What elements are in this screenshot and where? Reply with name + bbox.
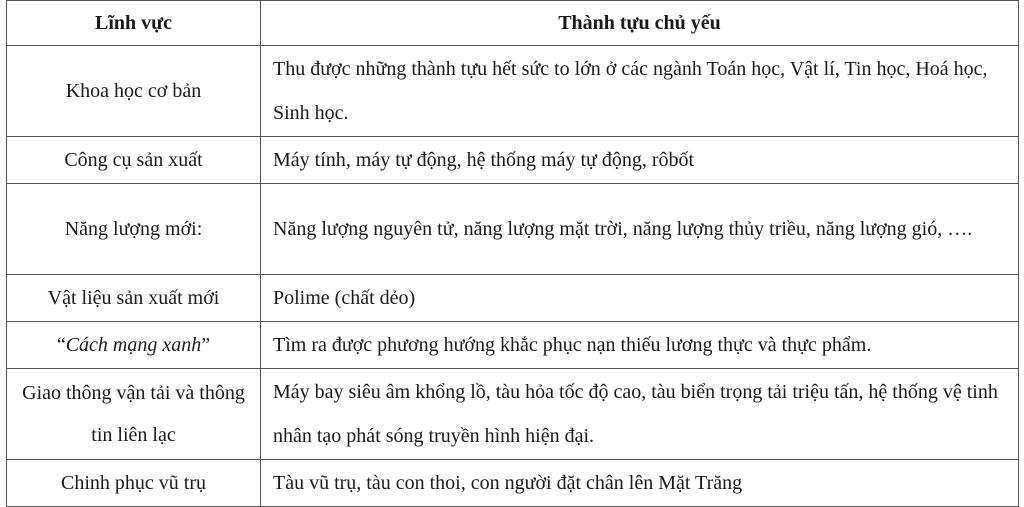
row-field: Chinh phục vũ trụ xyxy=(7,460,261,507)
row-field: Năng lượng mới: xyxy=(7,184,261,275)
row-achievement: Máy tính, máy tự động, hệ thống máy tự động, rôbốt xyxy=(261,137,1019,184)
table-row xyxy=(7,460,1019,507)
table-row xyxy=(7,369,1019,460)
row-achievement: Máy bay siêu âm khổng lồ, tàu hỏa tốc độ cao, tàu biển trọng tải triệu tấn, hệ thống vệ tinh nhân tạo phát sóng truyền hình hiện đại. xyxy=(261,369,1019,460)
row-achievement: Tìm ra được phương hướng khắc phục nạn thiếu lương thực và thực phẩm. xyxy=(261,322,1019,369)
table-row xyxy=(7,137,1019,184)
table-row xyxy=(7,275,1019,322)
row-field xyxy=(7,322,261,369)
table-row xyxy=(7,46,1019,137)
row-field: Vật liệu sản xuất mới xyxy=(7,275,261,322)
quote-open: “ xyxy=(56,334,66,356)
field-italic-text: Cách mạng xanh xyxy=(65,334,202,356)
table-row xyxy=(7,322,1019,369)
table-row xyxy=(7,184,1019,275)
table-header-row xyxy=(7,1,1019,46)
row-field: Giao thông vận tải và thông tin liên lạc xyxy=(7,369,261,460)
row-field: Công cụ sản xuất xyxy=(7,137,261,184)
header-field: Lĩnh vực xyxy=(7,1,261,46)
achievements-table xyxy=(6,0,1019,507)
quote-close: ” xyxy=(201,334,211,356)
row-achievement: Năng lượng nguyên tử, năng lượng mặt trời, năng lượng thủy triều, năng lượng gió, …. xyxy=(261,184,1019,275)
row-field: Khoa học cơ bản xyxy=(7,46,261,137)
row-achievement: Tàu vũ trụ, tàu con thoi, con người đặt chân lên Mặt Trăng xyxy=(261,460,1019,507)
header-achievement: Thành tựu chủ yếu xyxy=(261,1,1019,46)
row-achievement: Polime (chất dẻo) xyxy=(261,275,1019,322)
row-achievement: Thu được những thành tựu hết sức to lớn ở các ngành Toán học, Vật lí, Tin học, Hoá học, Sinh học. xyxy=(261,46,1019,137)
